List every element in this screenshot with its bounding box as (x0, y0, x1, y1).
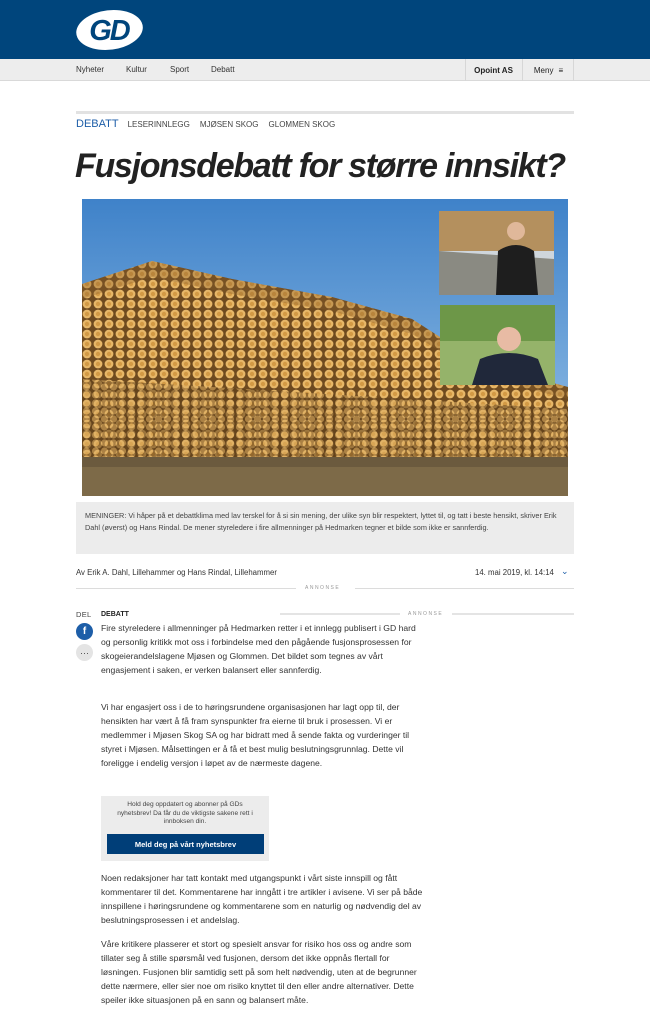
ad-label: ANNONSE (408, 611, 444, 617)
opoint-account[interactable]: Opoint AS (465, 59, 521, 81)
tag-leserinnlegg[interactable]: LESERINNLEGG (127, 120, 190, 129)
logo-text: GD (89, 15, 129, 47)
gd-logo[interactable] (76, 9, 144, 51)
article-paragraph: Noen redaksjoner har tatt kontakt med utgangspunkt i vårt siste innspill og fått kommentarer til det. Kommentarene har inngått i tre artikler i avisene. Vi ser på både innspillene i høringsrundene og kommentarene som en naturlig og nødvendig del av beslutningsprosessen i et andelslag. (101, 873, 423, 925)
tag-glommen-skog[interactable]: GLOMMEN SKOG (268, 120, 336, 129)
divider (280, 613, 400, 615)
divider (355, 588, 574, 589)
ad-label: ANNONSE (305, 585, 341, 591)
chevron-down-icon[interactable]: ⌄ (561, 566, 569, 576)
article-kicker: DEBATT (101, 611, 129, 618)
photo-caption: MENINGER: Vi håper på et debattklima med lav terskel for å si sin mening, der ulike syn blir respektert, lyttet til, og tatt i beste hensikt, skriver Erik Dahl (øverst) og Hans Rindal. De mener styreledere i fire allmenninger på Hedmarken tegner et bilde som ikke er sannferdig. (76, 502, 574, 554)
article-photo (82, 199, 568, 496)
byline: Av Erik A. Dahl, Lillehammer og Hans Rindal, Lillehammer (76, 568, 277, 577)
hamburger-icon: ≡ (558, 65, 563, 75)
inset-photo-hans-rindal (440, 305, 555, 385)
nav-item-debatt[interactable]: Debatt (211, 65, 235, 74)
main-nav (0, 59, 650, 81)
nav-item-kultur[interactable]: Kultur (126, 65, 147, 74)
menu-label: Meny (533, 65, 554, 75)
nav-item-nyheter[interactable]: Nyheter (76, 65, 105, 74)
article-paragraph: Våre kritikere plasserer et stort og spesielt ansvar for risiko hos oss og andre som tillater seg å stille spørsmål ved fusjonen, dersom det ikke oppnås flertall for løsningen. Fusjonen blir samtidig sett på som helt nødvendig, uten at de begrunner dette nærmere, eller sier noe om risiko knyttet til den eller andre alternativer. Dette speiler ikke situasjonen på en sann og balansert måte. (101, 939, 417, 1005)
publish-date: 14. mai 2019, kl. 14:14 (475, 568, 554, 577)
section-rule (76, 111, 574, 114)
article-paragraph: Vi har engasjert oss i de to høringsrundene organisasjonen har lagt opp til, der hensikten har vært å få fram synspunkter fra eierne til bruk i prosessen. Vi er medlemmer i Mjøsen Skog SA og har bidratt med å sende fakta og vurderinger til styret i Mjøsen. Målsettingen er å få et best mulig beslutningsgrunnlag. Dette vil foreligge i endelig versjon i løpet av de nærmeste dagene. (101, 702, 410, 768)
tag-list (76, 118, 345, 132)
divider (452, 613, 574, 615)
article-paragraph: Fire styreledere i allmenninger på Hedmarken retter i et innlegg publisert i GD hard og personlig kritikk mot oss i forbindelse med den pågående fusjonsprosessen for skogeierandelslagene Mjøsen og Glommen. Det bildet som tegnes av vårt engasjement i saken, er verken balansert eller sannferdig. (101, 623, 416, 675)
site-header (0, 0, 650, 59)
article-title: Fusjonsdebatt for større innsikt? (75, 147, 565, 185)
share-label: DEL (76, 610, 92, 619)
divider (76, 588, 296, 589)
newsletter-box (101, 796, 269, 861)
menu-button[interactable] (522, 59, 574, 81)
nav-item-sport[interactable]: Sport (170, 65, 190, 74)
facebook-share-button[interactable]: f (76, 623, 93, 640)
section-tag[interactable]: DEBATT (76, 118, 119, 130)
inset-photo-erik-dahl (439, 211, 554, 295)
newsletter-signup-button[interactable]: Meld deg på vårt nyhetsbrev (107, 834, 264, 854)
more-options-button[interactable]: ··· (76, 644, 93, 661)
newsletter-text: Hold deg oppdatert og abonner på GDs nyhetsbrev! Da får du de viktigste sakene rett i innboksen din. (117, 801, 253, 825)
tag-mjosen-skog[interactable]: MJØSEN SKOG (199, 120, 259, 129)
